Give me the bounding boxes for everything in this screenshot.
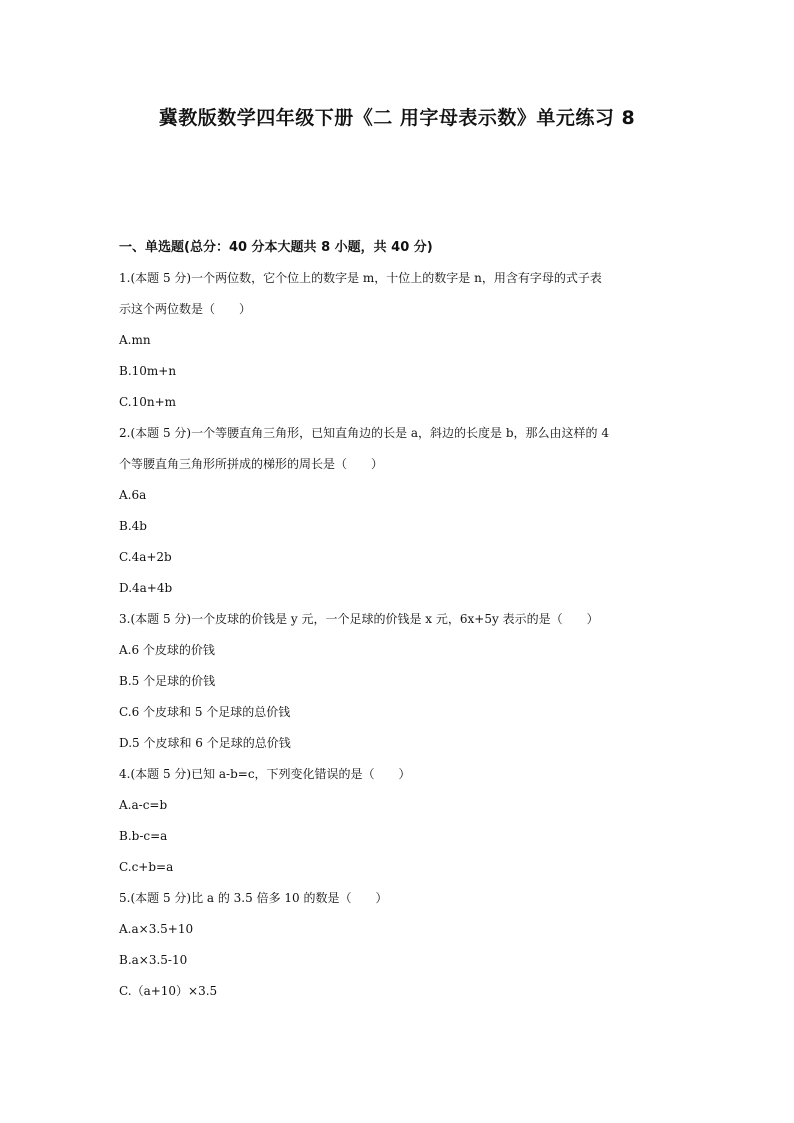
question-3-stem-line-1: 3.(本题 5 分)一个皮球的价钱是 y 元，一个足球的价钱是 x 元，6x+5y 表示的是（ ） [119, 612, 599, 626]
question-3-option-b: B.5 个足球的价钱 [119, 674, 216, 688]
question-4-option-c: C.c+b=a [119, 860, 174, 874]
question-1 [119, 263, 689, 418]
question-1-option-a: A.mn [119, 333, 151, 347]
question-3-option-d: D.5 个皮球和 6 个足球的总价钱 [119, 736, 291, 750]
question-5-stem-line-1: 5.(本题 5 分)比 a 的 3.5 倍多 10 的数是（ ） [119, 891, 388, 905]
question-3 [119, 604, 689, 759]
question-2-option-d: D.4a+4b [119, 581, 173, 595]
question-5-option-a: A.a×3.5+10 [119, 922, 194, 936]
question-4-option-b: B.b-c=a [119, 829, 168, 843]
question-2-option-b: B.4b [119, 519, 147, 533]
question-2-option-a: A.6a [119, 488, 147, 502]
question-5-option-c: C.（a+10）×3.5 [119, 984, 218, 998]
question-2-stem-line-2: 个等腰直角三角形所拼成的梯形的周长是（ ） [119, 457, 384, 471]
question-4-stem-line-1: 4.(本题 5 分)已知 a-b=c，下列变化错误的是（ ） [119, 767, 411, 781]
document-body [119, 232, 689, 1007]
document-title: 冀教版数学四年级下册《二 用字母表示数》单元练习 8 [158, 107, 636, 129]
section-header: 一、单选题(总分：40 分本大题共 8 小题，共 40 分) [119, 240, 433, 255]
question-4-option-a: A.a-c=b [119, 798, 168, 812]
question-5 [119, 883, 689, 1007]
question-1-option-b: B.10m+n [119, 364, 177, 378]
question-1-stem-line-1: 1.(本题 5 分)一个两位数，它个位上的数字是 m，十位上的数字是 n，用含有字母的式子表 [119, 271, 602, 285]
question-1-option-c: C.10n+m [119, 395, 176, 409]
question-2-stem-line-1: 2.(本题 5 分)一个等腰直角三角形，已知直角边的长是 a，斜边的长度是 b，那么由这样的 4 [119, 426, 609, 440]
question-5-option-b: B.a×3.5-10 [119, 953, 188, 967]
question-3-option-c: C.6 个皮球和 5 个足球的总价钱 [119, 705, 291, 719]
question-2 [119, 418, 689, 604]
question-1-stem-line-2: 示这个两位数是（ ） [119, 302, 252, 316]
question-4 [119, 759, 689, 883]
question-2-option-c: C.4a+2b [119, 550, 172, 564]
question-3-option-a: A.6 个皮球的价钱 [119, 643, 215, 657]
